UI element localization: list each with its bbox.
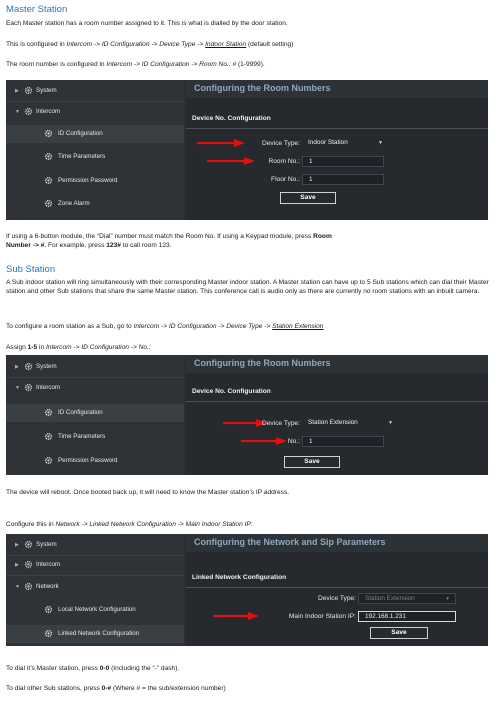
sidebar-item-label: Permission Password: [58, 457, 118, 464]
sidebar: [6, 80, 184, 220]
sidebar-item-intercom[interactable]: [6, 103, 184, 121]
sidebar-item-label: Permission Password: [58, 177, 118, 184]
red-arrow-icon: [212, 611, 260, 621]
gear-icon: [44, 129, 53, 138]
sidebar-item-label: Zone Alarm: [58, 200, 90, 207]
main-indoor-station-ip-input[interactable]: 192.168.1.231: [358, 611, 456, 622]
panel-title: Configuring the Room Numbers: [194, 83, 331, 93]
gear-group-icon: [24, 540, 33, 549]
sub-paragraph-3: Assign 1-5 in Intercom -> ID Configuration -> No.:: [6, 344, 151, 351]
gear-group-icon: [24, 582, 33, 591]
network-intro-paragraph: Configure this in Network -> Linked Network Configuration -> Main Indoor Station IP:: [6, 521, 253, 528]
master-paragraph-2: This is configured in Intercom -> ID Configuration -> Device Type -> Indoor Station (default setting): [6, 41, 294, 48]
triangle-right-icon: ▶: [15, 562, 19, 568]
sidebar-item-permission-password[interactable]: [6, 172, 184, 190]
sidebar-item-label: Intercom: [36, 108, 61, 115]
content-panel: [186, 355, 488, 475]
sidebar-item-id-configuration[interactable]: [6, 125, 184, 143]
no-label: No.:: [287, 438, 300, 445]
sidebar: [6, 534, 184, 646]
device-type-label: Device Type:: [318, 595, 356, 602]
floor-no-label: Floor No.:: [271, 176, 300, 183]
red-arrow-icon: [196, 138, 246, 148]
dial-sub-paragraph: To dial other Sub stations, press 0-# (Where # = the sub/extension number): [6, 685, 226, 692]
sidebar-item-system[interactable]: [6, 82, 184, 100]
sidebar-item-label: ID Configuration: [58, 130, 103, 137]
device-type-label: Device Type:: [262, 420, 300, 427]
room-no-label: Room No.:: [268, 158, 300, 165]
content-panel: [186, 80, 488, 220]
chevron-down-icon: ▼: [388, 420, 393, 426]
content-panel: [186, 534, 488, 646]
device-type-label: Device Type:: [262, 140, 300, 147]
gear-icon: [44, 176, 53, 185]
sidebar-item-time-parameters[interactable]: [6, 148, 184, 166]
device-type-value: Station Extension: [365, 595, 415, 602]
gear-group-icon: [24, 107, 33, 116]
sidebar-item-label: Local Network Configuration: [58, 606, 136, 613]
sidebar-item-label: Time Parameters: [58, 153, 106, 160]
gear-group-icon: [24, 86, 33, 95]
sub-station-heading: Sub Station: [6, 264, 56, 275]
device-type-value: Indoor Station: [308, 139, 348, 146]
room-no-input[interactable]: 1: [302, 156, 384, 167]
sidebar-item-network[interactable]: [6, 578, 184, 596]
panel-title: Configuring the Room Numbers: [194, 358, 331, 368]
gear-icon: [44, 629, 53, 638]
sidebar-item-local-network-configuration[interactable]: [6, 601, 184, 619]
device-type-select[interactable]: [302, 418, 398, 429]
triangle-right-icon: ▶: [15, 88, 19, 94]
screenshot-station-extension: [6, 355, 488, 475]
gear-group-icon: [24, 383, 33, 392]
sidebar: [6, 355, 184, 475]
panel-title-bar: [186, 80, 488, 98]
gear-icon: [44, 199, 53, 208]
main-indoor-station-ip-label: Main Indoor Station IP:: [288, 613, 356, 620]
device-type-select[interactable]: [358, 593, 456, 604]
sidebar-item-linked-network-configuration[interactable]: [6, 625, 184, 643]
triangle-right-icon: ▶: [15, 364, 19, 370]
section-heading: Linked Network Configuration: [192, 574, 287, 581]
sidebar-item-permission-password[interactable]: [6, 452, 184, 470]
sidebar-item-system[interactable]: [6, 358, 184, 376]
sidebar-item-intercom[interactable]: [6, 379, 184, 397]
section-heading: Device No. Configuration: [192, 115, 271, 122]
gear-icon: [44, 456, 53, 465]
sidebar-item-label: Time Parameters: [58, 433, 106, 440]
triangle-down-icon: ▼: [15, 109, 20, 115]
sidebar-item-system[interactable]: [6, 536, 184, 554]
screenshot-linked-network: [6, 534, 488, 646]
sidebar-item-label: Intercom: [36, 384, 61, 391]
triangle-down-icon: ▼: [15, 584, 20, 590]
gear-icon: [44, 408, 53, 417]
reboot-paragraph: The device will reboot. Once booted back up, it will need to know the Master station’s IP address.: [6, 489, 290, 496]
sidebar-item-label: System: [36, 541, 57, 548]
sub-paragraph-2: To configure a room station as a Sub, go to Intercom -> ID Configuration -> Device Type -> Station Extension: [6, 323, 324, 330]
save-button[interactable]: Save: [370, 627, 428, 639]
gear-group-icon: [24, 362, 33, 371]
sidebar-item-label: ID Configuration: [58, 409, 103, 416]
sidebar-item-label: Network: [36, 583, 59, 590]
sidebar-item-intercom[interactable]: [6, 556, 184, 574]
master-paragraph-3: The room number is configured in Intercom -> ID Configuration -> Room No.: # (1-9999).: [6, 61, 265, 68]
sidebar-item-time-parameters[interactable]: [6, 428, 184, 446]
gear-icon: [44, 152, 53, 161]
save-button[interactable]: Save: [284, 456, 340, 468]
floor-no-input[interactable]: 1: [302, 174, 384, 185]
section-heading: Device No. Configuration: [192, 388, 271, 395]
no-input[interactable]: 1: [302, 436, 384, 447]
device-type-value: Station Extension: [308, 419, 358, 426]
panel-title-bar: [186, 355, 488, 373]
sidebar-item-label: System: [36, 87, 57, 94]
master-paragraph-1: Each Master station has a room number assigned to it. This is what is dialled by the door station.: [6, 20, 288, 27]
panel-title: Configuring the Network and Sip Parameters: [194, 537, 386, 547]
sidebar-item-zone-alarm[interactable]: [6, 195, 184, 213]
master-station-heading: Master Station: [6, 4, 68, 15]
sidebar-item-label: Linked Network Configuration: [58, 630, 140, 637]
screenshot-room-numbers: [6, 80, 488, 220]
sub-paragraph-1: A Sub indoor station will ring simultaneously with their corresponding Master indoor station. A Master station can have up to 5 Sub stations which can dial their Master station and other Sub stations that share the same Master station. This conference call is audio only as there are currently no room stations with an inbuilt camera.: [6, 279, 489, 296]
gear-icon: [44, 432, 53, 441]
sidebar-item-label: Intercom: [36, 561, 61, 568]
sidebar-item-label: System: [36, 363, 57, 370]
save-button[interactable]: Save: [280, 192, 336, 204]
sidebar-item-id-configuration[interactable]: [6, 404, 184, 422]
gear-group-icon: [24, 560, 33, 569]
red-arrow-icon: [240, 436, 288, 446]
keypad-paragraph: If using a 6-button module, the “Dial” number must match the Room No. If using a Keypad module, press Room Number -> #. For example, press 123# to call room 123.: [6, 233, 332, 250]
chevron-down-icon: ▼: [445, 596, 450, 602]
panel-title-bar: [186, 534, 488, 552]
red-arrow-icon: [206, 156, 256, 166]
dial-master-paragraph: To dial it’s Master station, press 0-0 (Including the “-” dash).: [6, 665, 180, 672]
triangle-right-icon: ▶: [15, 542, 19, 548]
device-type-select[interactable]: [302, 138, 388, 149]
chevron-down-icon: ▼: [378, 140, 383, 146]
triangle-down-icon: ▼: [15, 385, 20, 391]
gear-icon: [44, 605, 53, 614]
